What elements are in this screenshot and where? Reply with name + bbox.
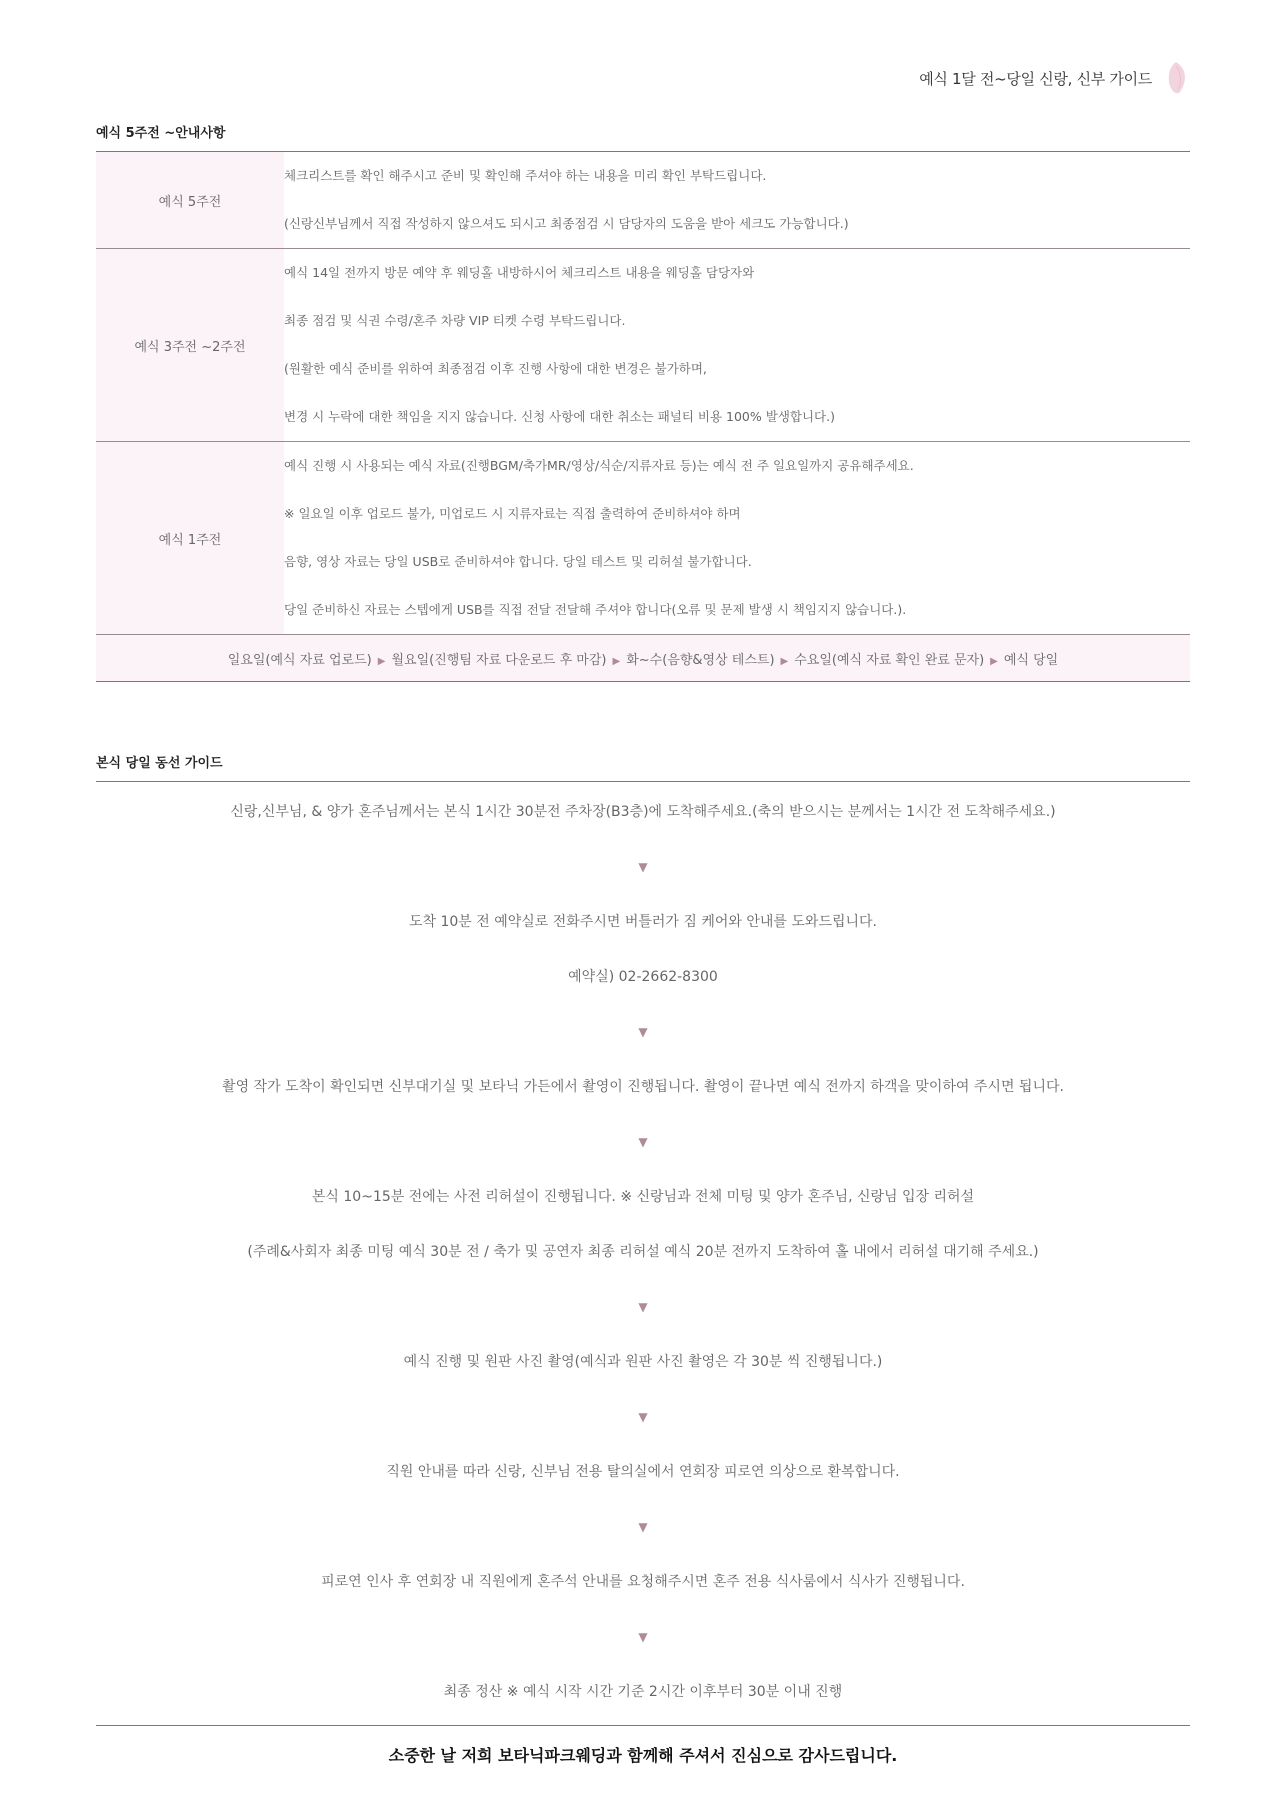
content-line: 최종 점검 및 식권 수령/혼주 차량 VIP 티켓 수령 부탁드립니다. [284, 313, 626, 328]
table-row [96, 152, 1190, 249]
table-row [96, 442, 1190, 635]
guide-step: 도착 10분 전 예약실로 전화주시면 버틀러가 짐 케어와 안내를 도와드립니다. [408, 914, 878, 930]
content-cell [284, 442, 1190, 635]
section-divider [96, 781, 1190, 782]
guide-step: 본식 10~15분 전에는 사전 리허설이 진행됩니다. ※ 신랑님과 전체 미팅 및 양가 혼주님, 신랑님 입장 리허설 [311, 1189, 975, 1205]
arrow-down-icon: ▼ [638, 860, 648, 874]
petal-icon [1162, 60, 1190, 96]
content-line: 체크리스트를 확인 해주시고 준비 및 확인해 주셔야 하는 내용을 미리 확인 부탁드립니다. [284, 168, 767, 183]
table-row [96, 249, 1190, 442]
content-line: 변경 시 누락에 대한 책임을 지지 않습니다. 신청 사항에 대한 취소는 패널티 비용 100% 발생합니다.) [284, 409, 835, 424]
arrow-right-icon: ▶ [990, 655, 998, 667]
content-cell [284, 249, 1190, 442]
arrow-down-icon: ▼ [638, 1025, 648, 1039]
thank-you-message: 소중한 날 저희 보타닉파크웨딩과 함께해 주셔서 진심으로 감사드립니다. [388, 1746, 898, 1765]
arrow-right-icon: ▶ [780, 655, 789, 667]
flow-step: 월요일(진행팀 자료 다운로드 후 마감) [391, 652, 607, 668]
period-cell: 예식 3주전 ~2주전 [96, 249, 284, 442]
flow-step: 수요일(예식 자료 확인 완료 문자) [794, 652, 985, 668]
arrow-down-icon: ▼ [638, 1630, 648, 1644]
arrow-down-icon: ▼ [638, 1410, 648, 1424]
content-line: 예식 14일 전까지 방문 예약 후 웨딩홀 내방하시어 체크리스트 내용을 웨딩홀 담당자와 [284, 265, 755, 280]
content-line: 음향, 영상 자료는 당일 USB로 준비하셔야 합니다. 당일 테스트 및 리허설 불가합니다. [284, 554, 752, 569]
reservation-phone: 예약실) 02-2662-8300 [568, 969, 718, 985]
content-line: 예식 진행 시 사용되는 예식 자료(진행BGM/축가MR/영상/식순/지류자료 등)는 예식 전 주 일요일까지 공유해주세요. [284, 458, 914, 473]
content-line: ※ 일요일 이후 업로드 불가, 미업로드 시 지류자료는 직접 출력하여 준비하셔야 하며 [284, 506, 741, 521]
arrow-down-icon: ▼ [638, 1300, 648, 1314]
arrow-right-icon: ▶ [377, 655, 386, 667]
content-line: (원활한 예식 준비를 위하여 최종점검 이후 진행 사항에 대한 변경은 불가하며, [284, 361, 707, 376]
guide-step: (주례&사회자 최종 미팅 예식 30분 전 / 축가 및 공연자 최종 리허설 예식 20분 전까지 도착하여 홀 내에서 리허설 대기해 주세요.) [247, 1244, 1039, 1260]
content-line: (신랑신부님께서 직접 작성하지 않으셔도 되시고 최종점검 시 담당자의 도움을 받아 세크도 가능합니다.) [284, 216, 849, 231]
guide-step: 피로연 인사 후 연회장 내 직원에게 혼주석 안내를 요청해주시면 혼주 전용 식사룸에서 식사가 진행됩니다. [321, 1574, 965, 1590]
arrow-down-icon: ▼ [638, 1520, 648, 1534]
guide-step: 신랑,신부님, & 양가 혼주님께서는 본식 1시간 30분전 주차장(B3층)에 도착해주세요.(축의 받으시는 분께서는 1시간 전 도착해주세요.) [230, 804, 1056, 820]
flow-step: 예식 당일 [1003, 652, 1059, 668]
content-cell [284, 152, 1190, 249]
arrow-down-icon: ▼ [638, 1135, 648, 1149]
flow-step: 일요일(예식 자료 업로드) [227, 652, 372, 668]
day-guide-flow [96, 785, 1190, 1720]
section-title-schedule: 예식 5주전 ~안내사항 [96, 126, 226, 141]
period-cell: 예식 1주전 [96, 442, 284, 635]
page-title: 예식 1달 전~당일 신랑, 신부 가이드 [919, 69, 1152, 88]
page-header [919, 58, 1190, 98]
upload-flow-row [96, 635, 1190, 682]
period-cell: 예식 5주전 [96, 152, 284, 249]
arrow-right-icon: ▶ [612, 655, 621, 667]
guide-step: 예식 진행 및 원판 사진 촬영(예식과 원판 사진 촬영은 각 30분 씩 진행됩니다.) [403, 1354, 883, 1370]
guide-step: 직원 안내를 따라 신랑, 신부님 전용 탈의실에서 연회장 피로연 의상으로 환복합니다. [386, 1464, 900, 1480]
guide-step: 촬영 작가 도착이 확인되면 신부대기실 및 보타닉 가든에서 촬영이 진행됩니다. 촬영이 끝나면 예식 전까지 하객을 맞이하여 주시면 됩니다. [222, 1079, 1064, 1095]
schedule-table [96, 152, 1190, 682]
footer-divider [96, 1725, 1190, 1726]
content-line: 당일 준비하신 자료는 스텝에게 USB를 직접 전달 전달해 주셔야 합니다(오류 및 문제 발생 시 책임지지 않습니다.). [284, 602, 907, 617]
guide-step: 최종 정산 ※ 예식 시작 시간 기준 2시간 이후부터 30분 이내 진행 [443, 1684, 843, 1700]
section-title-guide: 본식 당일 동선 가이드 [96, 756, 223, 771]
flow-step: 화~수(음향&영상 테스트) [626, 652, 775, 668]
upload-flow [96, 635, 1190, 682]
